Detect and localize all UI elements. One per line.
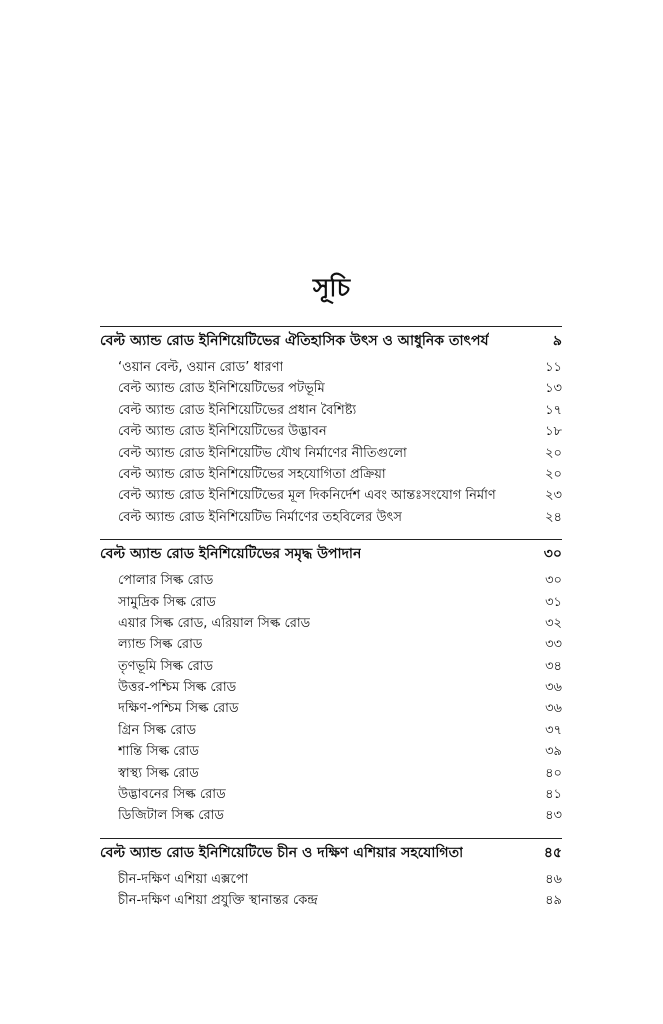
entry-page-number: ৩২ (545, 615, 562, 631)
entry-page-number: ৪৩ (545, 808, 562, 824)
toc-section (100, 838, 562, 912)
toc-entry[interactable] (100, 869, 562, 890)
toc-entry[interactable] (100, 720, 562, 741)
toc-chapter-entry[interactable] (100, 326, 562, 353)
toc-entry[interactable] (100, 464, 562, 485)
entry-page-number: ৩৪ (545, 658, 562, 674)
entry-page-number: ৩০ (545, 573, 562, 589)
chapter-page-number: ৪৫ (543, 844, 562, 861)
toc-entry[interactable] (100, 400, 562, 421)
entry-title: দক্ষিণ-পশ্চিম সিল্ক রোড (118, 701, 239, 717)
entry-title: ‘ওয়ান বেল্ট, ওয়ান রোড’ ধারণা (118, 360, 284, 375)
chapter-title: বেল্ট অ্যান্ড রোড ইনিশিয়েটিভের ঐতিহাসিক উৎস ও আধুনিক তাৎপর্য (100, 333, 489, 349)
entry-page-number: ৪১ (545, 787, 562, 803)
entry-page-number: ১১ (545, 360, 562, 375)
entry-title: বেল্ট অ্যান্ড রোড ইনিশিয়েটিভ নির্মাণের তহবিলের উৎস (118, 509, 403, 525)
toc-entry[interactable] (100, 507, 562, 528)
entry-page-number: ৩১ (545, 594, 562, 610)
chapter-title: বেল্ট অ্যান্ড রোড ইনিশিয়েটিভে চীন ও দক্ষিণ এশিয়ার সহযোগিতা (100, 844, 464, 861)
entry-page-number: ১৭ (545, 402, 562, 418)
toc-entry[interactable] (100, 485, 562, 506)
chapter-page-number: ৯ (552, 333, 562, 349)
entry-title: সামুদ্রিক সিল্ক রোড (118, 594, 216, 610)
entry-title: স্বাস্থ্য সিল্ক রোড (118, 765, 199, 781)
entry-title: উত্তর-পশ্চিম সিল্ক রোড (118, 680, 237, 696)
toc-entry[interactable] (100, 890, 562, 911)
entry-title: বেল্ট অ্যান্ড রোড ইনিশিয়েটিভের প্রধান বৈশিষ্ট্য (118, 402, 357, 418)
entry-page-number: ৪০ (545, 765, 562, 781)
entry-page-number: ১৮ (545, 424, 562, 440)
toc-entry[interactable] (100, 805, 562, 826)
entry-page-number: ১৩ (545, 381, 562, 397)
toc-entry[interactable] (100, 443, 562, 464)
entry-title: পোলার সিল্ক রোড (118, 573, 214, 589)
toc-entry[interactable] (100, 677, 562, 698)
entry-title: চীন-দক্ষিণ এশিয়া প্রযুক্তি স্থানান্তর কেন্দ্র (118, 893, 318, 909)
entry-title: বেল্ট অ্যান্ড রোড ইনিশিয়েটিভের মূল দিকনির্দেশ এবং আন্তঃসংযোগ নির্মাণ (118, 488, 496, 504)
chapter-page-number: ৩০ (543, 546, 562, 563)
entry-page-number: ৪৯ (545, 893, 562, 909)
toc-section (100, 539, 562, 827)
toc-entry[interactable] (100, 592, 562, 613)
toc-entry[interactable] (100, 784, 562, 805)
entry-title: ল্যান্ড সিল্ক রোড (118, 637, 203, 653)
table-of-contents (100, 326, 562, 912)
entry-page-number: ২০ (545, 445, 562, 461)
toc-chapter-entry[interactable] (100, 838, 562, 865)
toc-entry[interactable] (100, 570, 562, 591)
entry-page-number: ২৪ (545, 509, 562, 525)
entry-title: বেল্ট অ্যান্ড রোড ইনিশিয়েটিভ যৌথ নির্মাণের নীতিগুলো (118, 445, 407, 461)
entry-page-number: ৩৬ (545, 701, 562, 717)
chapter-title: বেল্ট অ্যান্ড রোড ইনিশিয়েটিভের সমৃদ্ধ উপাদান (100, 546, 362, 563)
entry-title: বেল্ট অ্যান্ড রোড ইনিশিয়েটিভের উদ্ভাবন (118, 424, 327, 440)
toc-entry[interactable] (100, 378, 562, 399)
toc-entry[interactable] (100, 613, 562, 634)
toc-chapter-entry[interactable] (100, 539, 562, 566)
entry-page-number: ৩৩ (545, 637, 562, 653)
toc-entry[interactable] (100, 421, 562, 442)
entry-title: গ্রিন সিল্ক রোড (118, 722, 197, 738)
entry-title: এয়ার সিল্ক রোড, এরিয়াল সিল্ক রোড (118, 615, 311, 631)
entry-page-number: ৪৬ (545, 871, 562, 887)
entry-title: তৃণভূমি সিল্ক রোড (118, 658, 214, 674)
toc-heading: সূচি (312, 273, 351, 302)
toc-entry[interactable] (100, 763, 562, 784)
entry-title: চীন-দক্ষিণ এশিয়া এক্সপো (118, 871, 249, 887)
entry-page-number: ২০ (545, 466, 562, 482)
entry-title: বেল্ট অ্যান্ড রোড ইনিশিয়েটিভের পটভূমি (118, 381, 325, 397)
entry-page-number: ৩৭ (545, 722, 562, 738)
toc-entry[interactable] (100, 698, 562, 719)
entry-title: শান্তি সিল্ক রোড (118, 744, 199, 760)
entry-title: উদ্ভাবনের সিল্ক রোড (118, 787, 226, 803)
entry-page-number: ৩৯ (545, 744, 562, 760)
entry-page-number: ৩৬ (545, 680, 562, 696)
entry-page-number: ২৩ (545, 488, 562, 504)
toc-entry[interactable] (100, 357, 562, 378)
entry-title: বেল্ট অ্যান্ড রোড ইনিশিয়েটিভের সহযোগিতা প্রক্রিয়া (118, 466, 386, 482)
toc-entry[interactable] (100, 741, 562, 762)
toc-section (100, 326, 562, 528)
toc-entry[interactable] (100, 634, 562, 655)
entry-title: ডিজিটাল সিল্ক রোড (118, 808, 224, 824)
toc-entry[interactable] (100, 656, 562, 677)
